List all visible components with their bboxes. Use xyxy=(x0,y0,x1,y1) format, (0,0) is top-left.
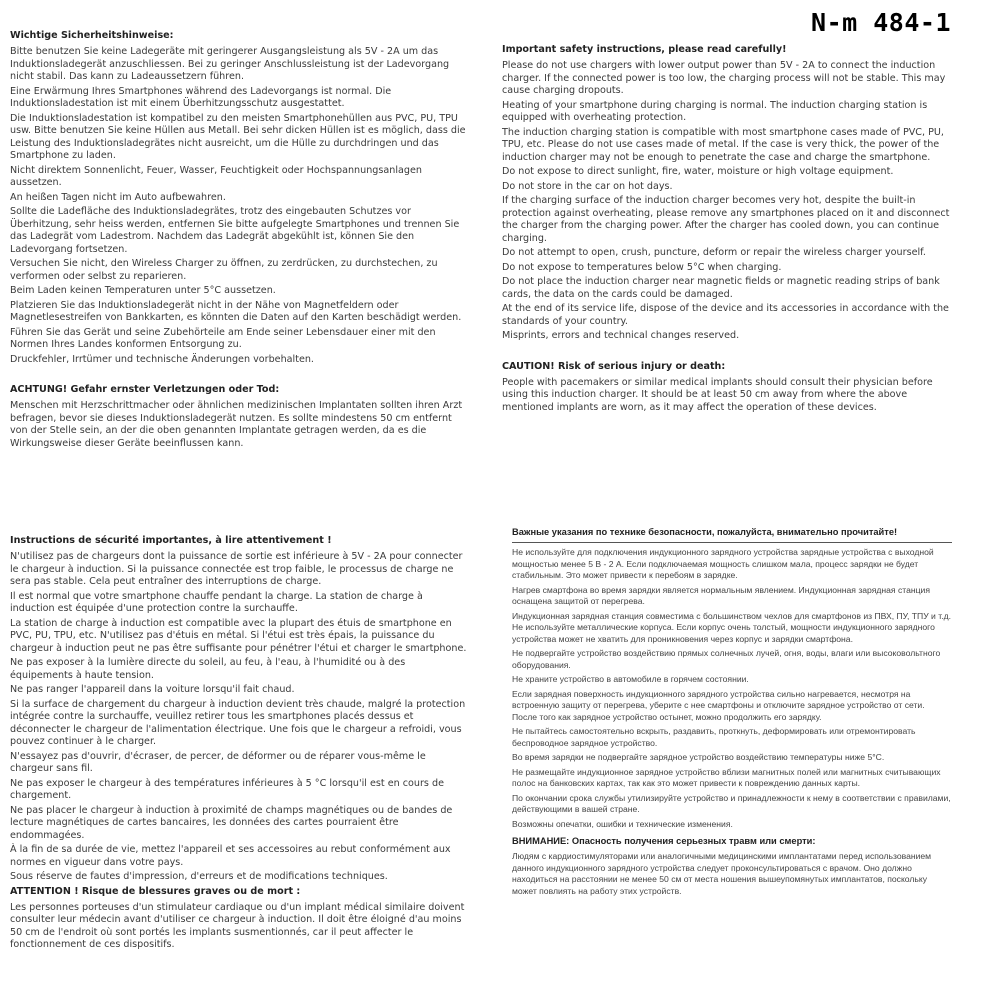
warning-text: Menschen mit Herzschrittmacher oder ähnlichen medizinischen Implantaten sollten ihren Arzt befragen, bevor sie dieses Induktionsladegerät nutzen. Es sollte mindestens 50 cm entfernt von der Stelle sein, an der die oben genannten Implantate getragen werden, da es die Wirkungsweise dieser Geräte beeinflussen kann. xyxy=(10,400,463,449)
instruction-paragraph: Sous réserve de fautes d'impression, d'erreurs et de modifications techniques. xyxy=(10,871,388,882)
german-safety-panel xyxy=(10,30,466,452)
instruction-paragraph: Si la surface de chargement du chargeur à induction devient très chaude, malgré la protection intégrée contre la surchauffe, veuillez retirer tous les smartphones placés dessus et déconnecter le chargeur de l'alimentation électrique. Une fois que le chargeur a refroidi, vous pouvez continuer à le charger. xyxy=(10,698,466,747)
instruction-paragraph: Misprints, errors and technical changes reserved. xyxy=(502,330,740,341)
instruction-paragraph: Platzieren Sie das Induktionsladegerät nicht in der Nähe von Magnetfeldern oder Magnetlesestreifen von Bankkarten, es könnten die Daten auf den Karten beschädigt werden. xyxy=(10,299,462,323)
instruction-paragraph: Do not attempt to open, crush, puncture, deform or repair the wireless charger yourself. xyxy=(502,247,926,258)
instruction-paragraph: Не размещайте индукционное зарядное устройство вблизи магнитных полей или магнитных считывающих полос на банковских картах, так как это может привести к повреждению данных карты. xyxy=(512,766,941,788)
instruction-paragraph: Ne pas exposer le chargeur à des températures inférieures à 5 °C lorsqu'il est en cours de chargement. xyxy=(10,777,444,801)
french-safety-panel xyxy=(10,535,470,954)
instruction-paragraph: The induction charging station is compatible with most smartphone cases made of PVC, PU, TPU, etc. Please do not use cases made of metal. If the case is very thick, the power of the induction charger may not be enough to penetrate the case and charge the smartphone. xyxy=(502,126,944,163)
section-heading: Instructions de sécurité importantes, à lire attentivement ! xyxy=(10,535,332,546)
instruction-paragraph: Eine Erwärmung Ihres Smartphones während des Ladevorgangs ist normal. Die Induktionsladestation ist mit einem Überhitzungsschutz ausgestattet. xyxy=(10,85,392,109)
warning-text: Les personnes porteuses d'un stimulateur cardiaque ou d'un implant médical similaire doivent consulter leur médecin avant d'utiliser ce chargeur à induction. Il doit être éloigné d'au moins 50 cm de l'endroit où sont portés les implants susmentionnés, car il peut affecter le fonctionnement de ces dispositifs. xyxy=(10,901,465,950)
instruction-paragraph: Versuchen Sie nicht, den Wireless Charger zu öffnen, zu zerdrücken, zu durchstechen, zu verformen oder selbst zu reparieren. xyxy=(10,258,438,282)
instruction-paragraph: Во время зарядки не подвергайте зарядное устройство воздействию температуры ниже 5°C. xyxy=(512,752,885,762)
instruction-paragraph: Please do not use chargers with lower output power than 5V - 2A to connect the induction charger. If the connected power is too low, the charging process will not be stable. This may cause charging dropouts. xyxy=(502,60,946,96)
instruction-paragraph: Ne pas ranger l'appareil dans la voiture lorsqu'il fait chaud. xyxy=(10,684,295,695)
section-heading: Важные указания по технике безопасности, пожалуйста, внимательно прочитайте! xyxy=(512,527,898,537)
instruction-paragraph: Il est normal que votre smartphone chauffe pendant la charge. La station de charge à induction est équipée d'une protection contre la surchauffe. xyxy=(10,590,423,614)
section-heading: Important safety instructions, please read carefully! xyxy=(502,44,787,55)
instruction-paragraph: Do not store in the car on hot days. xyxy=(502,180,673,192)
instruction-paragraph: Beim Laden keinen Temperaturen unter 5°C aussetzen. xyxy=(10,285,276,296)
instruction-paragraph: An heißen Tagen nicht im Auto aufbewahren. xyxy=(10,191,226,203)
instruction-paragraph: Не подвергайте устройство воздействию прямых солнечных лучей, огня, воды, влаги или высоковольтного оборудования. xyxy=(512,648,941,670)
instruction-paragraph: Do not place the induction charger near magnetic fields or magnetic reading strips of bank cards, the data on the cards could be damaged. xyxy=(502,276,940,300)
instruction-paragraph: If the charging surface of the induction charger becomes very hot, despite the built-in protection against overheating, please remove any smartphones placed on it and disconnect the charger from the charging power. After the charger has cooled down, you can continue charging. xyxy=(502,195,950,244)
instruction-paragraph: Если зарядная поверхность индукционного зарядного устройства сильно нагревается, несмотря на встроенную защиту от перегрева, уберите с нее смартфоны и отключите зарядное устройство от сети. После того как зарядное устройство остынет, можно продолжить его зарядку. xyxy=(512,688,925,722)
instruction-paragraph: Die Induktionsladestation ist kompatibel zu den meisten Smartphonehüllen aus PVC, PU, TPU usw. Bitte benutzen Sie keine Hüllen aus Metall. Bei sehr dicken Hüllen ist es möglich, dass die Leistung des Induktionsladegrätes nicht ausreicht, um die Hülle zu durchdringen und das Smartphone zu laden. xyxy=(10,112,466,161)
section-heading: Wichtige Sicherheitshinweise: xyxy=(10,30,174,41)
instruction-paragraph: La station de charge à induction est compatible avec la plupart des étuis de smartphone en PVC, PU, TPU, etc. N'utilisez pas d'étuis en métal. Si l'étui est très épais, la puissance du chargeur à induction peut ne pas être suffisante pour pénétrer l'étui et charger le smartphone. xyxy=(10,617,467,654)
warning-text: Людям с кардиостимуляторами или аналогичными медицинскими имплантатами перед использованием данного индукционного зарядного устройства следует проконсультироваться с врачом. Оно должно находиться на расстоянии не менее 50 см от места ношения вышеупомянутых имплантатов, поскольку может повлиять на работу этих устройств. xyxy=(512,851,932,896)
instruction-paragraph: Bitte benutzen Sie keine Ladegeräte mit geringerer Ausgangsleistung als 5V - 2A um das Induktionsladegerät anzuschliessen. Bei zu geringer Anschlussleistung ist der Ladevorgang nicht stabil. Das kann zu Ladeaussetzern führen. xyxy=(10,46,450,82)
instruction-paragraph: Sollte die Ladefläche des Induktionsladegrätes, trotz des eingebauten Schutzes vor Überhitzung, sehr heiss werden, entfernen Sie bitte aufgelegte Smartphones und trennen Sie das Ladegrät vom Ladestrom. Nachdem das Ladegrät abgekühlt ist, können Sie den Ladevorgang fortsetzen. xyxy=(10,206,460,255)
instruction-paragraph: Do not expose to direct sunlight, fire, water, moisture or high voltage equipment. xyxy=(502,166,894,177)
instruction-paragraph: Führen Sie das Gerät und seine Zubehörteile am Ende seiner Lebensdauer einer mit den Normen Ihres Landes konformen Entsorgung zu. xyxy=(10,326,436,350)
instruction-paragraph: Heating of your smartphone during charging is normal. The induction charging station is equipped with overheating protection. xyxy=(502,99,928,123)
instruction-paragraph: Нагрев смартфона во время зарядки является нормальным явлением. Индукционная зарядная станция оснащена защитой от перегрева. xyxy=(512,584,931,606)
english-safety-panel xyxy=(502,44,957,416)
instruction-paragraph: Ne pas exposer à la lumière directe du soleil, au feu, à l'eau, à l'humidité ou à des équipements à haute tension. xyxy=(10,657,406,681)
instruction-paragraph: N'essayez pas d'ouvrir, d'écraser, de percer, de déformer ou de réparer vous-même le chargeur sans fil. xyxy=(10,750,426,774)
instruction-paragraph: Индукционная зарядная станция совместима с большинством чехлов для смартфонов из ПВХ, ПУ, ТПУ и т.д. Не используйте металлические корпуса. Если корпус очень толстый, мощности индукционного зарядного устройства может не хватить для проникновения через корпус и зарядки смартфона. xyxy=(512,610,952,644)
instruction-paragraph: Не пытайтесь самостоятельно вскрыть, раздавить, проткнуть, деформировать или отремонтировать беспроводное зарядное устройство. xyxy=(512,726,916,748)
warning-heading: ВНИМАНИЕ: Опасность получения серьезных травм или смерти: xyxy=(512,836,816,846)
russian-safety-panel xyxy=(512,527,952,900)
instruction-paragraph: Не храните устройство в автомобиле в горячем состоянии. xyxy=(512,674,749,684)
warning-text: People with pacemakers or similar medical implants should consult their physician before using this induction charger. It should be at least 50 cm away from where the above mentioned implants are worn, as it may affect the operation of these devices. xyxy=(502,376,933,413)
instruction-paragraph: По окончании срока службы утилизируйте устройство и принадлежности к нему в соответствии с правилами, действующими в вашей стране. xyxy=(512,792,951,814)
warning-heading: ACHTUNG! Gefahr ernster Verletzungen oder Tod: xyxy=(10,384,280,395)
instruction-paragraph: At the end of its service life, dispose of the device and its accessories in accordance with the standards of your country. xyxy=(502,303,949,327)
instruction-paragraph: Druckfehler, Irrtümer und technische Änderungen vorbehalten. xyxy=(10,353,314,365)
instruction-paragraph: Do not expose to temperatures below 5°C when charging. xyxy=(502,261,782,273)
instruction-paragraph: N'utilisez pas de chargeurs dont la puissance de sortie est inférieure à 5V - 2A pour connecter le chargeur à induction. Si la puissance connectée est trop faible, le processus de charge ne sera pas stable. Cela peut entraîner des interruptions de charge. xyxy=(10,551,463,587)
instruction-paragraph: Nicht direktem Sonnenlicht, Feuer, Wasser, Feuchtigkeit oder Hochspannungsanlagen aussetzen. xyxy=(10,164,422,188)
heading-divider xyxy=(512,542,952,543)
instruction-paragraph: Возможны опечатки, ошибки и технические изменения. xyxy=(512,818,733,829)
instruction-paragraph: Ne pas placer le chargeur à induction à proximité de champs magnétiques ou de bandes de lecture magnétiques de cartes bancaires, les données des cartes pourraient être endommagées. xyxy=(10,804,453,841)
warning-heading: ATTENTION ! Risque de blessures graves ou de mort : xyxy=(10,885,301,897)
document-id: N-m 484-1 xyxy=(811,8,951,37)
instruction-paragraph: À la fin de sa durée de vie, mettez l'appareil et ses accessoires au rebut conformément aux normes en vigueur dans votre pays. xyxy=(10,844,451,868)
instruction-paragraph: Не используйте для подключения индукционного зарядного устройства зарядные устройства с выходной мощностью менее 5 В - 2 А. Если подключаемая мощность слишком мала, процесс зарядки не будет стабильным. Это может привести к перебоям в зарядке. xyxy=(512,547,934,580)
warning-heading: CAUTION! Risk of serious injury or death: xyxy=(502,360,726,372)
